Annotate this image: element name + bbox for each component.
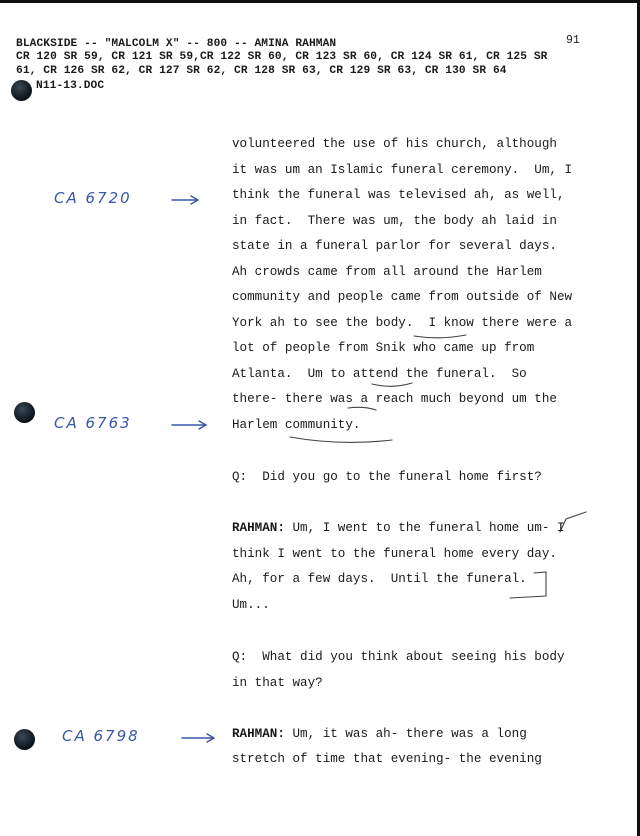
transcript-line: it was um an Islamic funeral ceremony. Um, I (232, 163, 573, 177)
transcript-line: community and people came from outside of New (232, 290, 573, 304)
header-filename: N11-13.DOC (36, 80, 105, 92)
pen-bracket-mark (560, 512, 586, 532)
pen-underline-mark (414, 335, 466, 338)
transcript-line: Harlem community. (232, 418, 361, 432)
answer-text: Um, it was ah- there was a long (284, 727, 527, 741)
transcript-line: Ah crowds came from all around the Harlem (232, 265, 542, 279)
transcript-line: volunteered the use of his church, although (232, 137, 557, 151)
question-line: Q: Did you go to the funeral home first? (232, 470, 542, 484)
header-reel-line-1: CR 120 SR 59, CR 121 SR 59,CR 122 SR 60, CR 123 SR 60, CR 124 SR 61, CR 125 SR (16, 51, 548, 63)
transcript-line: state in a funeral parlor for several days. (232, 239, 557, 253)
page-number: 91 (566, 34, 580, 47)
arrow-icon (182, 734, 214, 742)
transcript-line: think I went to the funeral home every day. (232, 547, 557, 561)
margin-timecode-note: CA 6798 (62, 727, 140, 745)
transcript-line: lot of people from Snik who came up from (232, 341, 535, 355)
arrow-icon (172, 196, 198, 204)
speaker-label: RAHMAN: (232, 727, 285, 741)
pen-bracket-mark (510, 572, 546, 598)
margin-timecode-note: CA 6720 (54, 189, 132, 207)
transcript-line: there- there was a reach much beyond um the (232, 392, 557, 406)
transcript-line: think the funeral was televised ah, as well, (232, 188, 565, 202)
header-title: BLACKSIDE -- "MALCOLM X" -- 800 -- AMINA RAHMAN (16, 38, 337, 50)
arrow-icon (172, 421, 206, 429)
transcript-line: stretch of time that evening- the evening (232, 752, 542, 766)
transcript-line: Ah, for a few days. Until the funeral. (232, 572, 527, 586)
transcript-line: in fact. There was um, the body ah laid in (232, 214, 557, 228)
header-reel-line-2: 61, CR 126 SR 62, CR 127 SR 62, CR 128 SR 63, CR 129 SR 63, CR 130 SR 64 (16, 65, 507, 77)
speaker-label: RAHMAN: (232, 521, 285, 535)
margin-timecode-note: CA 6763 (54, 414, 132, 432)
answer-text: Um, I went to the funeral home um- I (284, 521, 565, 535)
question-line: Q: What did you think about seeing his body (232, 650, 565, 664)
pen-underline-mark (348, 407, 376, 410)
transcript-line: Atlanta. Um to attend the funeral. So (232, 367, 527, 381)
pen-underline-mark (372, 383, 412, 386)
transcript-line: Um... (232, 598, 270, 612)
transcript-line: York ah to see the body. I know there were a (232, 316, 573, 330)
transcript-line: in that way? (232, 676, 323, 690)
pen-underline-mark (290, 437, 392, 442)
